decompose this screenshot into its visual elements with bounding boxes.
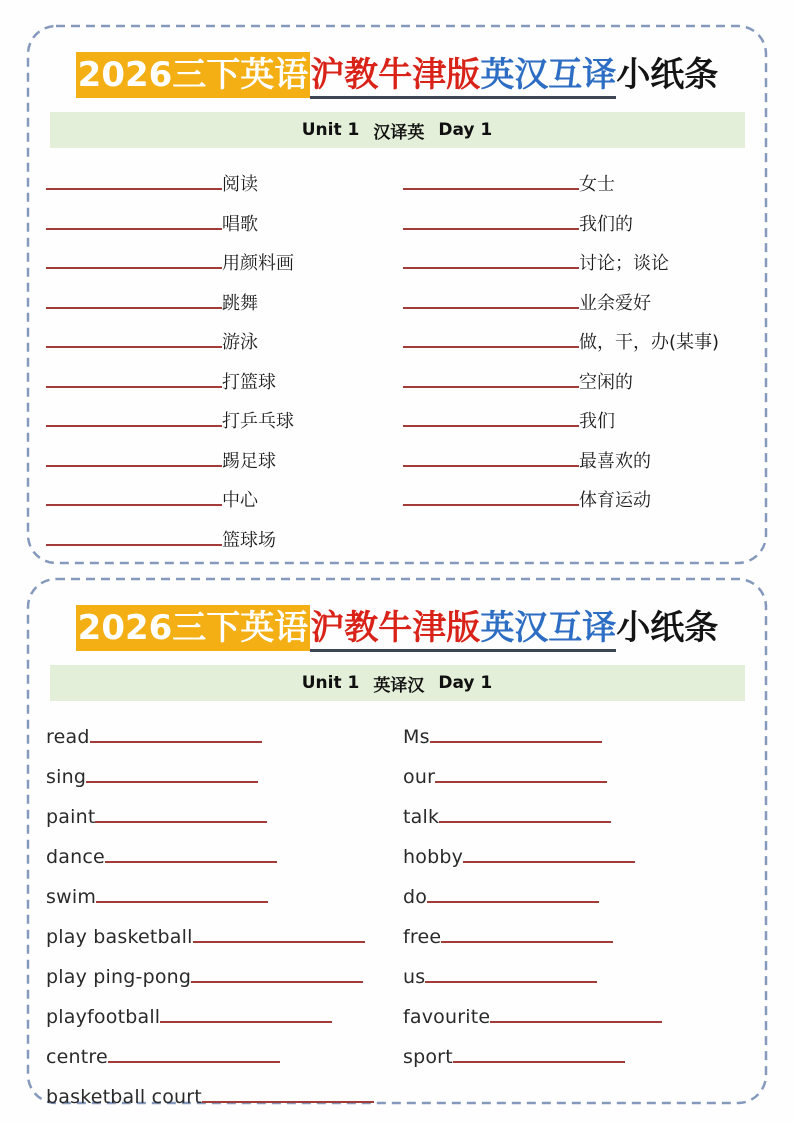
vocab-term: do — [403, 886, 428, 908]
answer-blank-line — [403, 362, 579, 388]
answer-blank-line — [403, 204, 579, 230]
answer-blank-line — [46, 283, 222, 309]
vocab-term: 体育运动 — [579, 490, 651, 511]
unit-label: Unit 1 — [301, 120, 360, 140]
vocab-term: centre — [46, 1046, 108, 1068]
vocab-term: 唱歌 — [222, 213, 258, 235]
answer-blank-line — [403, 480, 579, 506]
answer-blank-line — [403, 401, 579, 427]
title-translate-mode: 英汉互译 — [480, 55, 616, 99]
vocab-term: dance — [46, 846, 105, 868]
answer-blank-line — [435, 757, 607, 783]
answer-blank-line — [46, 480, 222, 506]
answer-blank-line — [86, 757, 258, 783]
answer-blank-line — [191, 957, 363, 983]
vocab-row — [46, 283, 403, 323]
vocab-term: 女士 — [579, 174, 615, 195]
vocab-list — [26, 701, 768, 1117]
vocab-row — [46, 997, 403, 1037]
vocab-term: basketball court — [46, 1086, 202, 1108]
vocab-column-left — [46, 164, 403, 559]
title-translate-mode: 英汉互译 — [480, 608, 616, 652]
answer-blank-line — [403, 243, 579, 269]
vocab-row — [403, 877, 768, 917]
answer-blank-line — [46, 322, 222, 348]
vocab-term: 中心 — [222, 490, 258, 511]
answer-blank-line — [193, 917, 365, 943]
vocab-term: talk — [403, 806, 440, 828]
vocab-row — [403, 204, 768, 244]
vocab-term: 空闲的 — [579, 371, 633, 393]
vocab-list — [26, 148, 768, 559]
vocab-row — [403, 243, 768, 283]
vocab-term: read — [46, 726, 90, 748]
vocab-term: paint — [46, 806, 96, 828]
vocab-term: 游泳 — [222, 332, 258, 353]
vocab-term: free — [403, 926, 442, 948]
vocab-term: sport — [403, 1046, 453, 1068]
vocab-term: 最喜欢的 — [579, 450, 651, 472]
answer-blank-line — [403, 441, 579, 467]
page-title — [26, 605, 768, 651]
vocab-row — [46, 837, 403, 877]
worksheet-panel-en-to-cn — [26, 577, 768, 1108]
vocab-row — [46, 917, 403, 957]
vocab-row — [403, 1037, 768, 1077]
vocab-term: 阅读 — [222, 174, 258, 195]
vocab-row — [403, 401, 768, 441]
vocab-row — [403, 757, 768, 797]
answer-blank-line — [46, 520, 222, 546]
vocab-row — [403, 164, 768, 204]
vocab-row — [46, 164, 403, 204]
vocab-term: 讨论；谈论 — [579, 253, 669, 274]
vocab-row — [403, 441, 768, 481]
title-highlight: 2026三下英语 — [76, 52, 311, 98]
vocab-row — [403, 837, 768, 877]
vocab-row — [46, 243, 403, 283]
title-publisher: 沪教牛津版 — [310, 608, 480, 652]
answer-blank-line — [439, 797, 611, 823]
vocab-term: 业余爱好 — [579, 292, 651, 314]
answer-blank-line — [202, 1077, 374, 1103]
vocab-term: 我们 — [579, 411, 615, 432]
vocab-term: 做，干，办(某事) — [579, 332, 720, 353]
vocab-term: 篮球场 — [222, 529, 276, 551]
vocab-row — [403, 480, 768, 520]
mode-label: 英译汉 — [373, 675, 425, 696]
worksheet-panel-cn-to-en — [26, 24, 768, 565]
vocab-row — [46, 362, 403, 402]
title-publisher: 沪教牛津版 — [310, 55, 480, 99]
answer-blank-line — [463, 837, 635, 863]
vocab-row — [46, 520, 403, 560]
vocab-term: playfootball — [46, 1006, 161, 1028]
answer-blank-line — [441, 917, 613, 943]
answer-blank-line — [160, 997, 332, 1023]
answer-blank-line — [46, 441, 222, 467]
vocab-row — [46, 797, 403, 837]
vocab-term: our — [403, 766, 436, 788]
vocab-column-right — [403, 164, 768, 559]
answer-blank-line — [403, 164, 579, 190]
vocab-row — [403, 283, 768, 323]
vocab-term: 踢足球 — [222, 450, 276, 472]
answer-blank-line — [427, 877, 599, 903]
vocab-term: 跳舞 — [222, 292, 258, 314]
vocab-row — [46, 1077, 403, 1117]
vocab-term: play ping-pong — [46, 966, 192, 988]
answer-blank-line — [403, 283, 579, 309]
vocab-row — [46, 757, 403, 797]
vocab-row — [46, 322, 403, 362]
vocab-row — [403, 322, 768, 362]
answer-blank-line — [430, 717, 602, 743]
answer-blank-line — [46, 204, 222, 230]
answer-blank-line — [46, 401, 222, 427]
answer-blank-line — [46, 362, 222, 388]
vocab-term: us — [403, 966, 426, 988]
vocab-term: 我们的 — [579, 213, 633, 235]
vocab-row — [403, 717, 768, 757]
answer-blank-line — [95, 797, 267, 823]
vocab-term: sing — [46, 766, 87, 788]
unit-label: Unit 1 — [301, 673, 360, 693]
vocab-row — [46, 204, 403, 244]
vocab-row — [403, 957, 768, 997]
vocab-row — [403, 917, 768, 957]
vocab-row — [46, 401, 403, 441]
answer-blank-line — [46, 164, 222, 190]
vocab-column-left — [46, 717, 403, 1117]
mode-label: 汉译英 — [373, 122, 425, 143]
answer-blank-line — [96, 877, 268, 903]
vocab-term: hobby — [403, 846, 464, 868]
title-highlight: 2026三下英语 — [76, 605, 311, 651]
day-label: Day 1 — [438, 120, 493, 140]
vocab-row — [403, 997, 768, 1037]
vocab-term: 打乒乓球 — [222, 411, 294, 432]
title-suffix: 小纸条 — [616, 55, 719, 95]
answer-blank-line — [90, 717, 262, 743]
answer-blank-line — [46, 243, 222, 269]
title-suffix: 小纸条 — [616, 608, 719, 648]
page-title — [26, 52, 768, 98]
vocab-column-right — [403, 717, 768, 1117]
vocab-row — [46, 717, 403, 757]
vocab-row — [46, 480, 403, 520]
answer-blank-line — [108, 1037, 280, 1063]
vocab-row — [403, 362, 768, 402]
answer-blank-line — [453, 1037, 625, 1063]
answer-blank-line — [105, 837, 277, 863]
vocab-term: Ms — [403, 726, 430, 748]
vocab-term: 用颜料画 — [222, 253, 294, 274]
day-label: Day 1 — [438, 673, 493, 693]
vocab-term: play basketball — [46, 926, 193, 948]
vocab-term: favourite — [403, 1006, 491, 1028]
answer-blank-line — [490, 997, 662, 1023]
unit-header — [50, 112, 745, 148]
unit-header — [50, 665, 745, 701]
vocab-row — [46, 877, 403, 917]
vocab-term: swim — [46, 886, 97, 908]
vocab-row — [46, 957, 403, 997]
vocab-row — [403, 797, 768, 837]
vocab-row — [46, 1037, 403, 1077]
answer-blank-line — [403, 322, 579, 348]
answer-blank-line — [425, 957, 597, 983]
vocab-row — [46, 441, 403, 481]
vocab-term: 打篮球 — [222, 371, 276, 393]
